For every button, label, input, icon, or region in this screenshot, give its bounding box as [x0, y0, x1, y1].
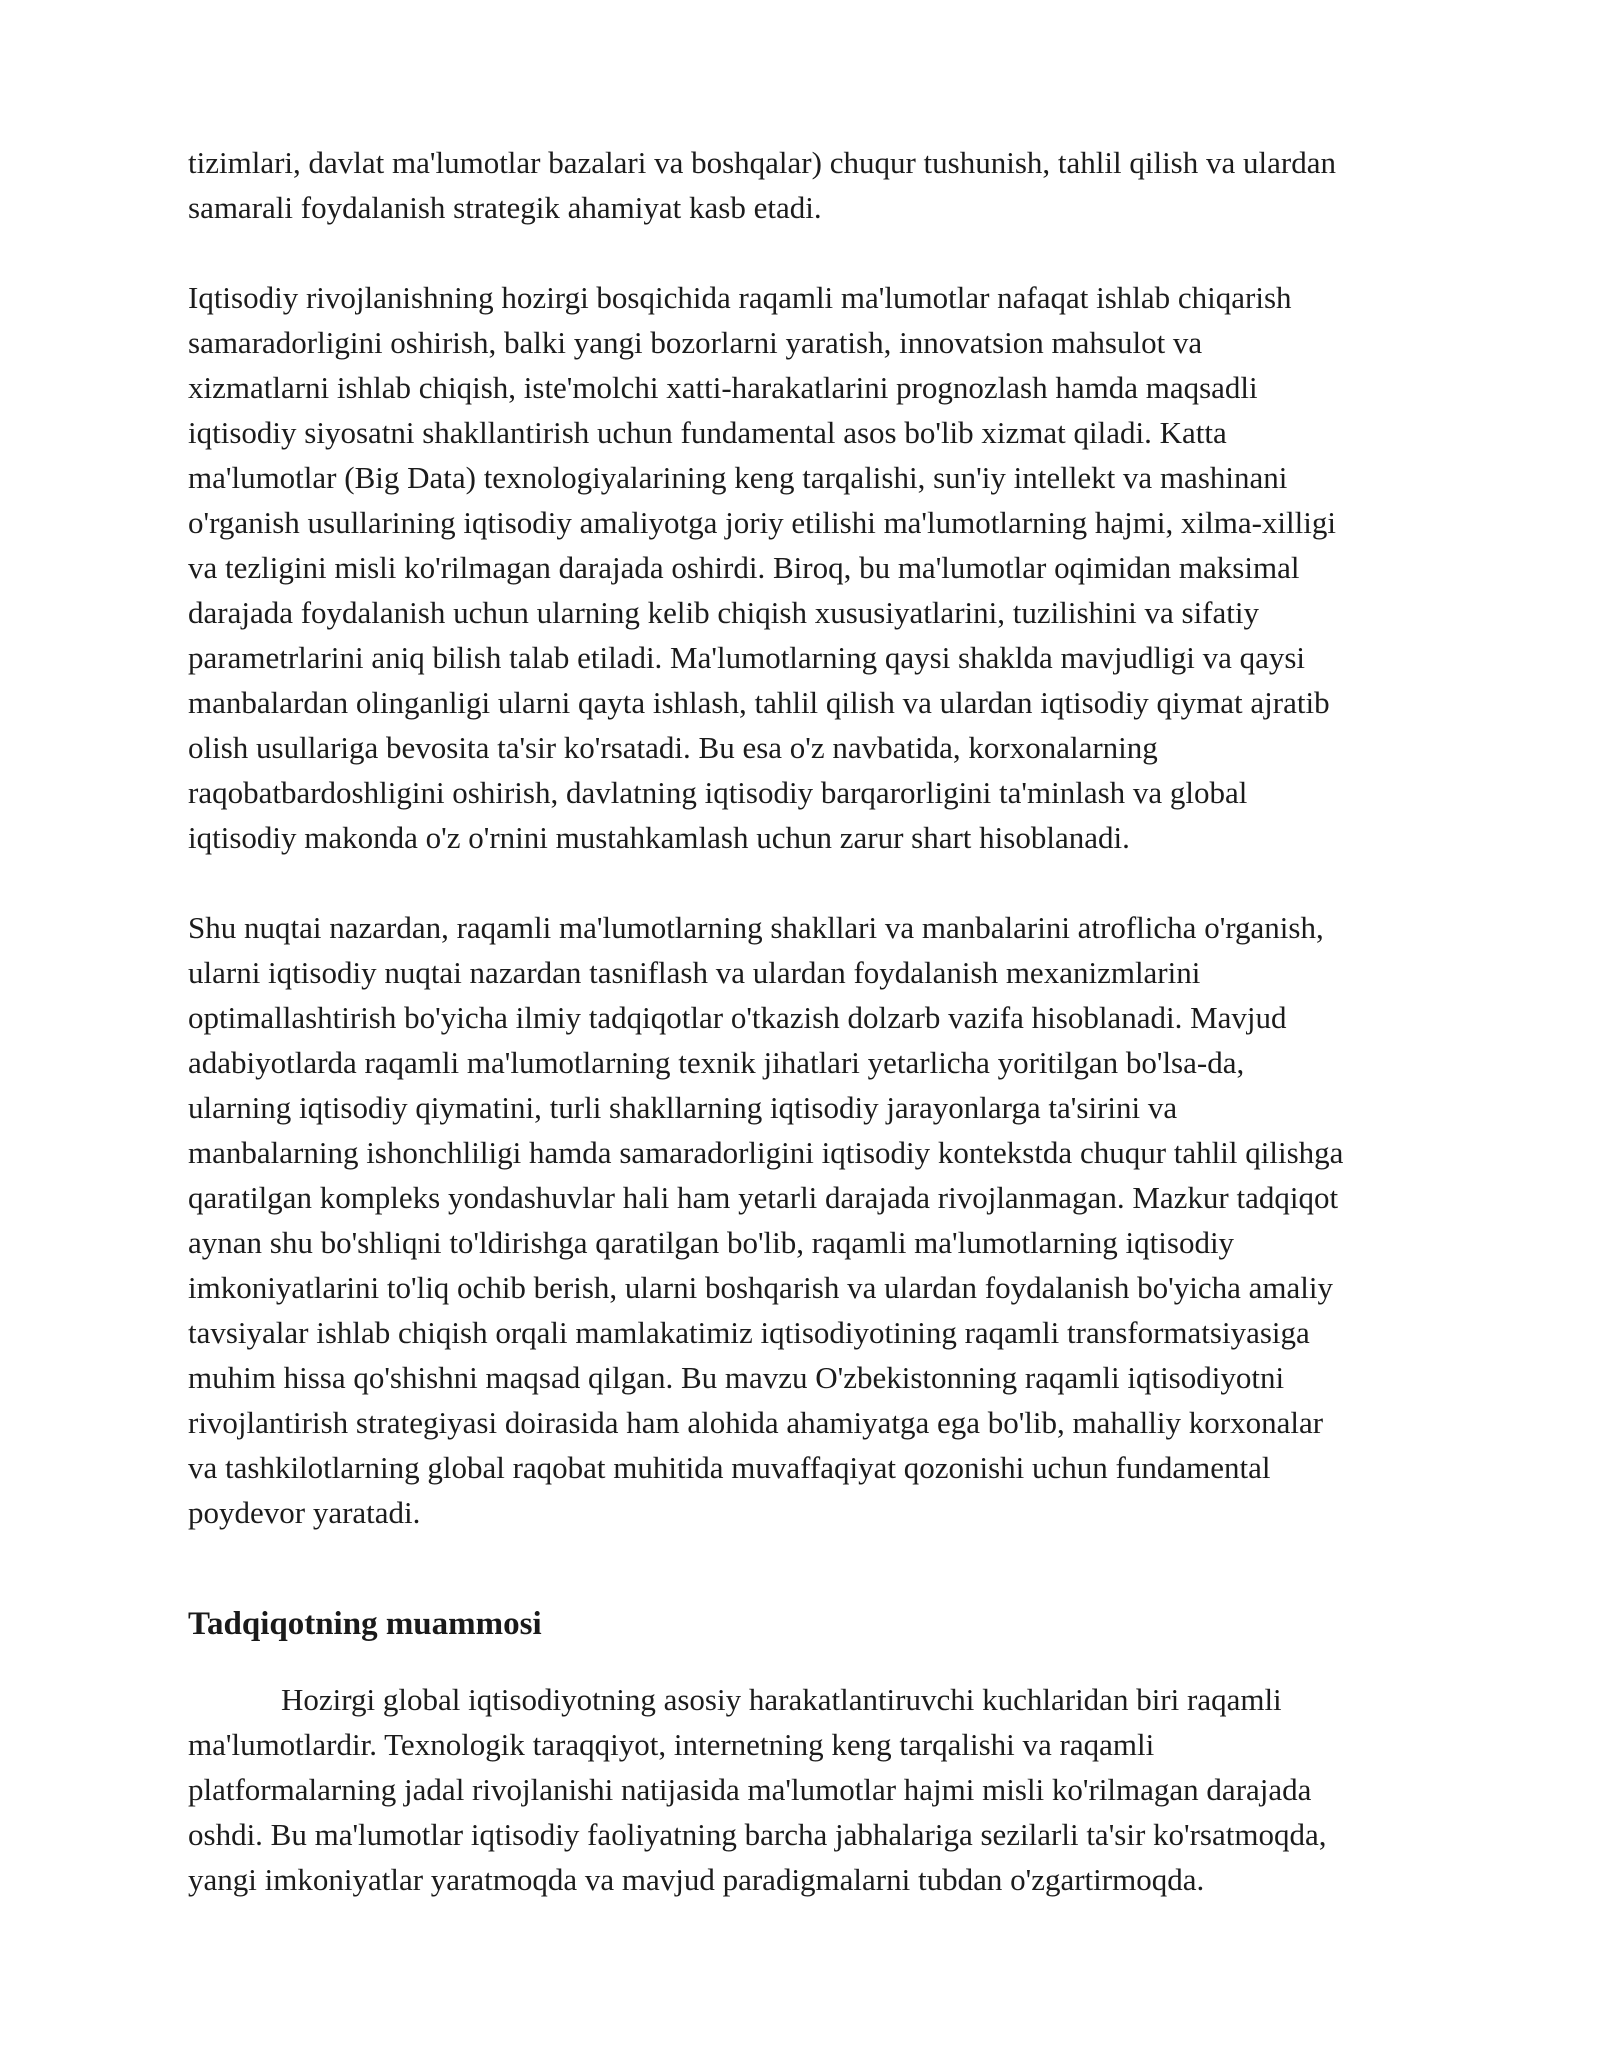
- document-page: [188, 140, 1458, 1947]
- paragraph-research-relevance: Shu nuqtai nazardan, raqamli ma'lumotlarning shakllari va manbalarini atroflicha o'rganish, ularni iqtisodiy nuqtai nazardan tasniflash va ulardan foydalanish mexanizmlarini optimallashtirish bo'yicha ilmiy tadqiqotlar o'tkazish dolzarb vazifa hisoblanadi. Mavjud adabiyotlarda raqamli ma'lumotlarning texnik jihatlari yetarlicha yoritilgan bo'lsa-da, ularning iqtisodiy qiymatini, turli shakllarning iqtisodiy jarayonlarga ta'sirini va manbalarning ishonchliligi hamda samaradorligini iqtisodiy kontekstda chuqur tahlil qilishga qaratilgan kompleks yondashuvlar hali ham yetarli darajada rivojlanmagan. Mazkur tadqiqot aynan shu bo'shliqni to'ldirishga qaratilgan bo'lib, raqamli ma'lumotlarning iqtisodiy imkoniyatlarini to'liq ochib berish, ularni boshqarish va ulardan foydalanish bo'yicha amaliy tavsiyalar ishlab chiqish orqali mamlakatimiz iqtisodiyotining raqamli transformatsiyasiga muhim hissa qo'shishni maqsad qilgan. Bu mavzu O'zbekistonning raqamli iqtisodiyotni rivojlantirish strategiyasi doirasida ham alohida ahamiyatga ega bo'lib, mahalliy korxonalar va tashkilotlarning global raqobat muhitida muvaffaqiyat qozonishi uchun fundamental poydevor yaratadi.: [188, 910, 1344, 1530]
- section-heading: Tadqiqotning muammosi: [188, 1606, 542, 1642]
- paragraph-research-problem: Hozirgi global iqtisodiyotning asosiy harakatlantiruvchi kuchlaridan biri raqamli ma'lumotlardir. Texnologik taraqqiyot, internetning keng tarqalishi va raqamli platformalarning jadal rivojlanishi natijasida ma'lumotlar hajmi misli ko'rilmagan darajada oshdi. Bu ma'lumotlar iqtisodiy faoliyatning barcha jabhalariga sezilarli ta'sir ko'rsatmoqda, yangi imkoniyatlar yaratmoqda va mavjud paradigmalarni tubdan o'zgartirmoqda.: [188, 1682, 1327, 1897]
- paragraph-digital-data-role: Iqtisodiy rivojlanishning hozirgi bosqichida raqamli ma'lumotlar nafaqat ishlab chiqarish samaradorligini oshirish, balki yangi bozorlarni yaratish, innovatsion mahsulot va xizmatlarni ishlab chiqish, iste'molchi xatti-harakatlarini prognozlash hamda maqsadli iqtisodiy siyosatni shakllantirish uchun fundamental asos bo'lib xizmat qiladi. Katta ma'lumotlar (Big Data) texnologiyalarining keng tarqalishi, sun'iy intellekt va mashinani o'rganish usullarining iqtisodiy amaliyotga joriy etilishi ma'lumotlarning hajmi, xilma-xilligi va tezligini misli ko'rilmagan darajada oshirdi. Biroq, bu ma'lumotlar oqimidan maksimal darajada foydalanish uchun ularning kelib chiqish xususiyatlarini, tuzilishini va sifatiy parametrlarini aniq bilish talab etiladi. Ma'lumotlarning qaysi shaklda mavjudligi va qaysi manbalardan olinganligi ularni qayta ishlash, tahlil qilish va ulardan iqtisodiy qiymat ajratib olish usullariga bevosita ta'sir ko'rsatadi. Bu esa o'z navbatida, korxonalarning raqobatbardoshligini oshirish, davlatning iqtisodiy barqarorligini ta'minlash va global iqtisodiy makonda o'z o'rnini mustahkamlash uchun zarur shart hisoblanadi.: [188, 280, 1336, 855]
- paragraph-continuation: tizimlari, davlat ma'lumotlar bazalari va boshqalar) chuqur tushunish, tahlil qilish va ulardan samarali foydalanish strategik ahamiyat kasb etadi.: [188, 145, 1336, 225]
